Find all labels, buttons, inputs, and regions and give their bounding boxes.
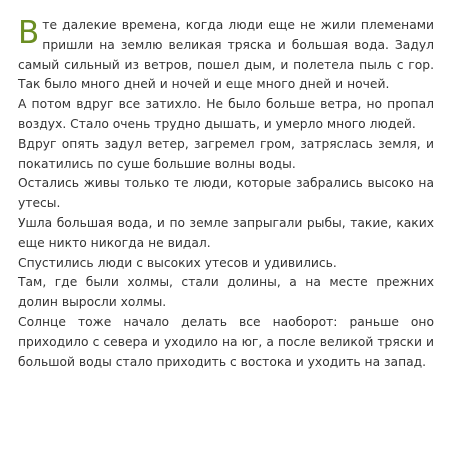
dropcap-letter: В	[18, 15, 40, 51]
story-paragraph-6: Спустились люди с высоких утесов и удивились.	[18, 255, 337, 270]
story-paragraph-2: А потом вдруг все затихло. Не было больше ветра, но пропал воздух. Стало очень трудно дышать, и умерло много людей.	[18, 97, 434, 131]
paragraph-1-text: те далекие времена, когда люди еще не жили племенами пришли на землю великая тряска и большая вода. Задул самый сильный из ветров, пошел дым, и полетела пыль с гор. Так было много дней и ночей и еще много дней и ночей.	[18, 18, 434, 92]
story-paragraph-8: Солнце тоже начало делать все наоборот: раньше оно приходило с севера и уходило на юг, а после великой тряски и большой воды стало приходить с востока и уходить на запад.	[18, 314, 434, 369]
story-paragraph-5: Ушла большая вода, и по земле запрыгали рыбы, такие, каких еще никто никогда не видал.	[18, 215, 434, 250]
story-paragraph-7: Там, где были холмы, стали долины, а на месте прежних долин выросли холмы.	[18, 275, 434, 310]
story-paragraph-1	[18, 16, 434, 95]
story-text-block	[18, 16, 434, 372]
story-paragraph-4: Остались живы только те люди, которые забрались высоко на утесы.	[18, 176, 434, 211]
story-paragraph-3: Вдруг опять задул ветер, загремел гром, затряслась земля, и покатились по суше большие волны воды.	[18, 136, 434, 171]
